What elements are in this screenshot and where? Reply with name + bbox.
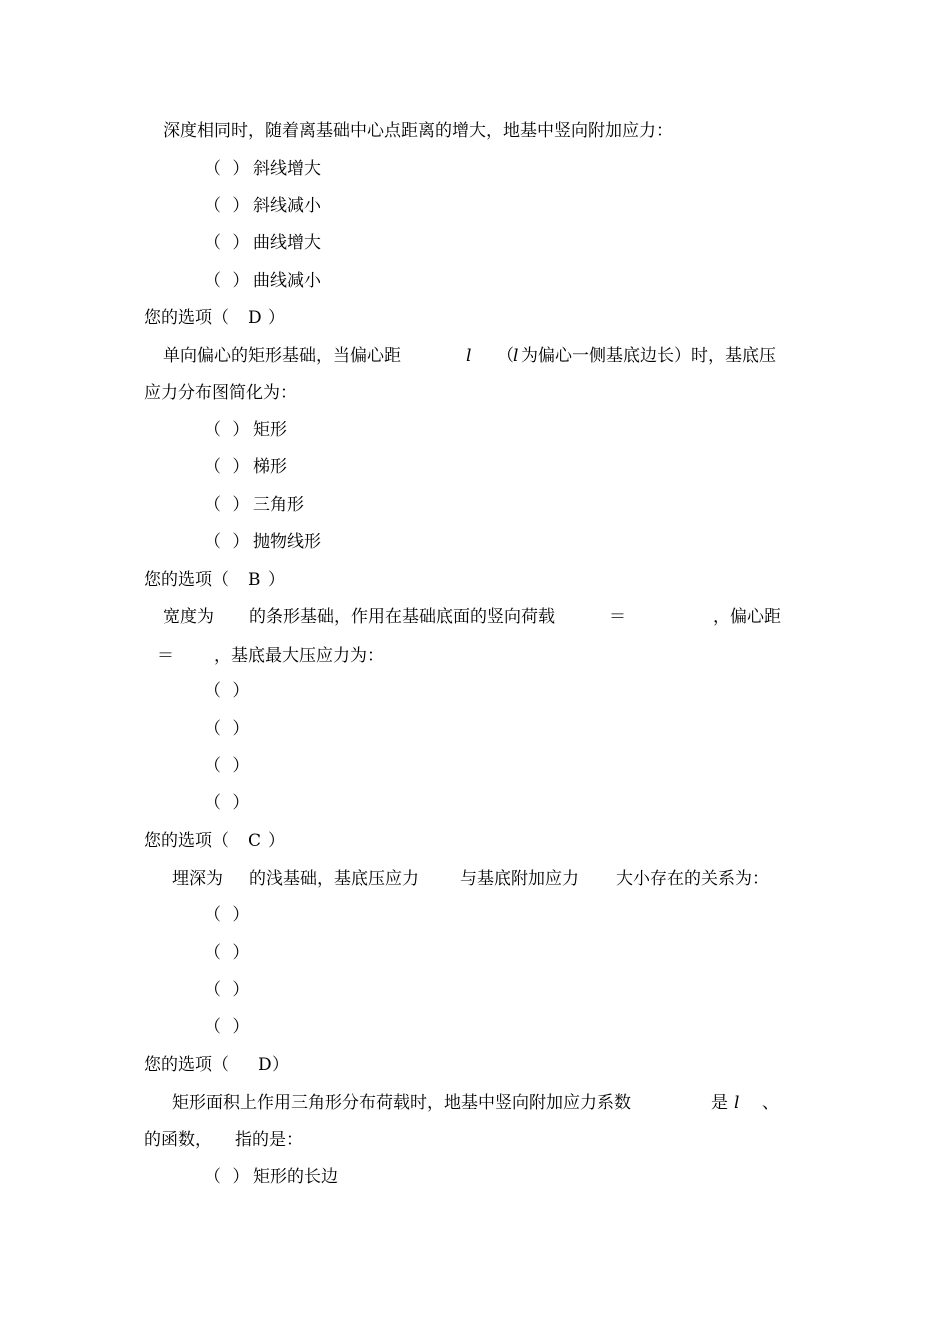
question-3-stem-equals-2: ＝ bbox=[157, 646, 174, 666]
question-2-option-c-mark[interactable]: （ ） bbox=[204, 495, 253, 515]
question-3-stem-equals-1: ＝ bbox=[609, 607, 626, 627]
question-2-option-c-text: 三角形 bbox=[253, 495, 304, 515]
question-2-stem-a: 单向偏心的矩形基础，当偏心距 bbox=[163, 346, 401, 366]
question-1-option-d-mark[interactable]: （ ） bbox=[204, 271, 253, 291]
question-5-stem-b: 是 bbox=[711, 1093, 728, 1113]
question-2-option-d-text: 抛物线形 bbox=[253, 532, 321, 552]
question-3-stem-f: ，基底最大压应力为： bbox=[214, 646, 384, 666]
question-2-option-b-text: 梯形 bbox=[253, 457, 287, 477]
question-3-stem-d: ，偏心距 bbox=[713, 607, 781, 627]
question-3-option-c-mark[interactable]: （ ） bbox=[204, 756, 253, 776]
question-3-stem-b: 的条形基础，作用在基础底面的竖向荷载 bbox=[249, 607, 555, 627]
question-4-stem-b: 的浅基础，基底压应力 bbox=[249, 869, 419, 889]
question-2-option-a-text: 矩形 bbox=[253, 420, 287, 440]
question-5-stem-e: 的函数， bbox=[144, 1130, 212, 1150]
question-5-stem-a: 矩形面积上作用三角形分布荷载时，地基中竖向附加应力系数 bbox=[172, 1093, 631, 1113]
question-2-stem-l-symbol: l bbox=[466, 346, 472, 366]
question-4-option-c-mark[interactable]: （ ） bbox=[204, 980, 253, 1000]
question-1-answer-label: 您的选项（ bbox=[144, 308, 229, 328]
question-4-answer-close: ） bbox=[272, 1055, 289, 1075]
question-4-stem-c: 与基底附加应力 bbox=[460, 869, 579, 889]
question-2-option-d-mark[interactable]: （ ） bbox=[204, 532, 253, 552]
question-2-answer-close: ） bbox=[268, 570, 285, 590]
question-5-option-a-mark[interactable]: （ ） bbox=[204, 1167, 253, 1187]
question-4-stem-d: 大小存在的关系为： bbox=[616, 869, 769, 889]
question-3-answer-label: 您的选项（ bbox=[144, 831, 229, 851]
question-1-stem: 深度相同时，随着离基础中心点距离的增大，地基中竖向附加应力： bbox=[163, 121, 673, 141]
question-3-stem-a: 宽度为 bbox=[163, 607, 214, 627]
question-4-stem-a: 埋深为 bbox=[172, 869, 223, 889]
question-3-option-b-mark[interactable]: （ ） bbox=[204, 719, 253, 739]
question-2-option-b-mark[interactable]: （ ） bbox=[204, 457, 253, 477]
question-2-option-a-mark[interactable]: （ ） bbox=[204, 420, 253, 440]
question-1-option-c-mark[interactable]: （ ） bbox=[204, 233, 253, 253]
question-5-stem-f: 指的是： bbox=[235, 1130, 303, 1150]
question-2-stem-paren: （ bbox=[497, 346, 514, 366]
question-4-option-b-mark[interactable]: （ ） bbox=[204, 943, 253, 963]
question-2-stem-e: 为偏心一侧基底边长）时，基底压 bbox=[521, 346, 776, 366]
question-1-option-a-mark[interactable]: （ ） bbox=[204, 159, 253, 179]
question-3-option-d-mark[interactable]: （ ） bbox=[204, 793, 253, 813]
question-5-stem-d: 、 bbox=[762, 1093, 779, 1113]
question-2-answer-label: 您的选项（ bbox=[144, 570, 229, 590]
question-1-answer-value: D bbox=[248, 308, 262, 328]
question-1-option-d-text: 曲线减小 bbox=[253, 271, 321, 291]
question-4-option-d-mark[interactable]: （ ） bbox=[204, 1017, 253, 1037]
question-1-option-c-text: 曲线增大 bbox=[253, 233, 321, 253]
question-4-answer-label: 您的选项（ bbox=[144, 1055, 229, 1075]
question-2-stem-l-symbol-2: l bbox=[513, 346, 519, 366]
question-3-answer-value: C bbox=[248, 831, 262, 851]
question-1-option-b-mark[interactable]: （ ） bbox=[204, 196, 253, 216]
question-5-stem-l-symbol: l bbox=[734, 1093, 740, 1113]
question-4-option-a-mark[interactable]: （ ） bbox=[204, 905, 253, 925]
question-3-option-a-mark[interactable]: （ ） bbox=[204, 681, 253, 701]
question-2-answer-value: B bbox=[248, 570, 261, 590]
question-3-answer-close: ） bbox=[268, 831, 285, 851]
question-2-stem-line2: 应力分布图简化为： bbox=[144, 383, 297, 403]
question-1-option-a-text: 斜线增大 bbox=[253, 159, 321, 179]
question-1-option-b-text: 斜线减小 bbox=[253, 196, 321, 216]
question-5-option-a-text: 矩形的长边 bbox=[253, 1167, 338, 1187]
question-1-answer-close: ） bbox=[268, 308, 285, 328]
question-4-answer-value: D bbox=[258, 1055, 272, 1075]
